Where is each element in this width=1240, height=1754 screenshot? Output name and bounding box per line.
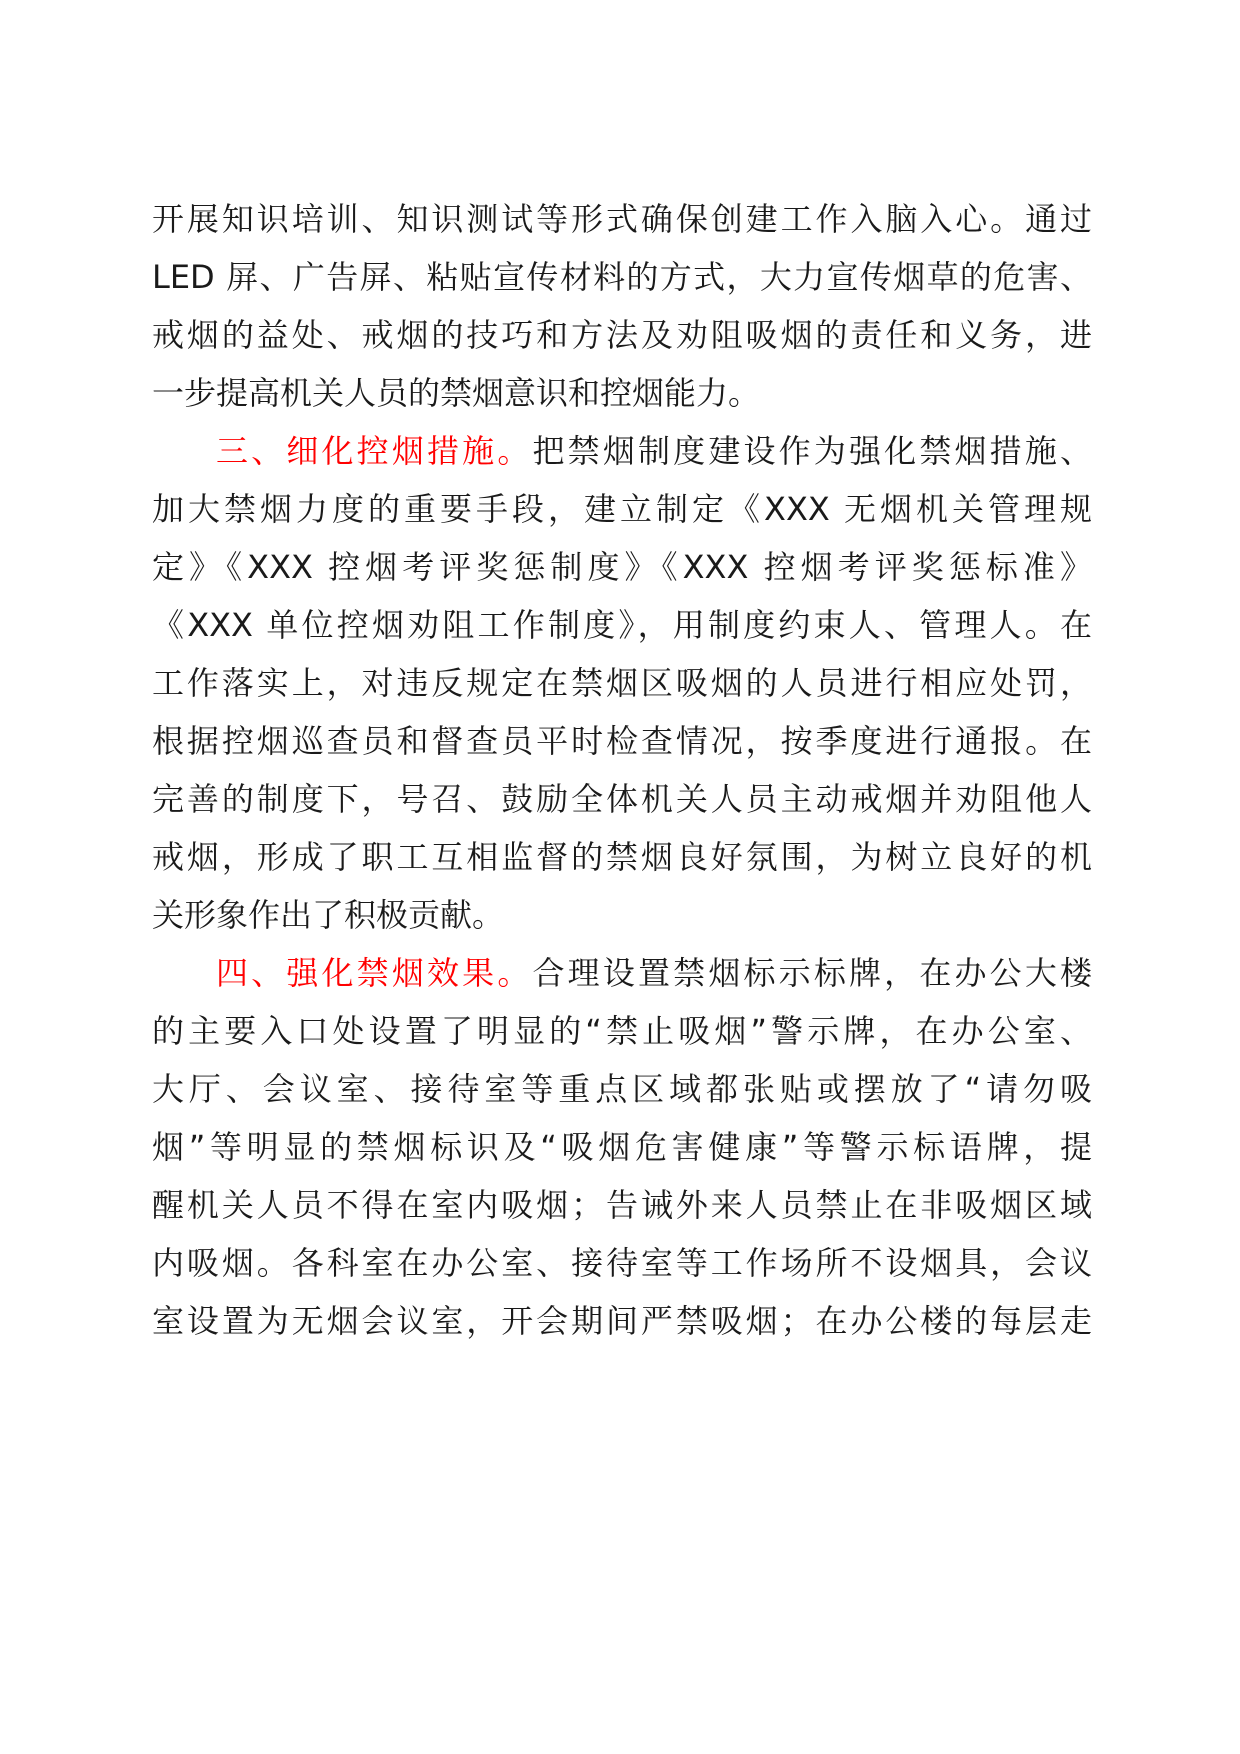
paragraph-line: 工作落实上，对违反规定在禁烟区吸烟的人员进行相应处罚， xyxy=(152,664,1092,702)
paragraph-line: 《XXX 单位控烟劝阻工作制度》，用制度约束人、管理人。在 xyxy=(152,606,1092,644)
paragraph-line: 一步提高机关人员的禁烟意识和控烟能力。 xyxy=(152,374,761,412)
paragraph-line: 开展知识培训、知识测试等形式确保创建工作入脑入心。通过 xyxy=(152,200,1092,238)
section-heading: 四、强化禁烟效果。 xyxy=(216,954,533,992)
section-heading: 三、细化控烟措施。 xyxy=(216,432,533,470)
paragraph-text: 合理设置禁烟标示标牌，在办公大楼 xyxy=(532,954,1092,992)
paragraph-line: 定》《XXX 控烟考评奖惩制度》《XXX 控烟考评奖惩标准》 xyxy=(152,548,1092,586)
paragraph-line: 根据控烟巡查员和督查员平时检查情况，按季度进行通报。在 xyxy=(152,722,1092,760)
paragraph-text: 把禁烟制度建设作为强化禁烟措施、 xyxy=(532,432,1092,470)
paragraph-first-line xyxy=(216,948,1092,998)
paragraph-line: 烟”等明显的禁烟标识及“吸烟危害健康”等警示标语牌，提 xyxy=(152,1128,1092,1166)
paragraph-line: 的主要入口处设置了明显的“禁止吸烟”警示牌，在办公室、 xyxy=(152,1012,1092,1050)
paragraph-line: 加大禁烟力度的重要手段，建立制定《XXX 无烟机关管理规 xyxy=(152,490,1092,528)
paragraph-line: 关形象作出了积极贡献。 xyxy=(152,896,505,934)
paragraph-line: 大厅、会议室、接待室等重点区域都张贴或摆放了“请勿吸 xyxy=(152,1070,1092,1108)
paragraph-line: 戒烟，形成了职工互相监督的禁烟良好氛围，为树立良好的机 xyxy=(152,838,1092,876)
paragraph-first-line xyxy=(216,426,1092,476)
paragraph-line: 戒烟的益处、戒烟的技巧和方法及劝阻吸烟的责任和义务，进 xyxy=(152,316,1092,354)
paragraph-line: 醒机关人员不得在室内吸烟；告诫外来人员禁止在非吸烟区域 xyxy=(152,1186,1092,1224)
paragraph-line: 完善的制度下，号召、鼓励全体机关人员主动戒烟并劝阻他人 xyxy=(152,780,1092,818)
paragraph-line: 室设置为无烟会议室，开会期间严禁吸烟；在办公楼的每层走 xyxy=(152,1302,1092,1340)
paragraph-line: 内吸烟。各科室在办公室、接待室等工作场所不设烟具，会议 xyxy=(152,1244,1092,1282)
paragraph-line: LED 屏、广告屏、粘贴宣传材料的方式，大力宣传烟草的危害、 xyxy=(152,258,1092,296)
